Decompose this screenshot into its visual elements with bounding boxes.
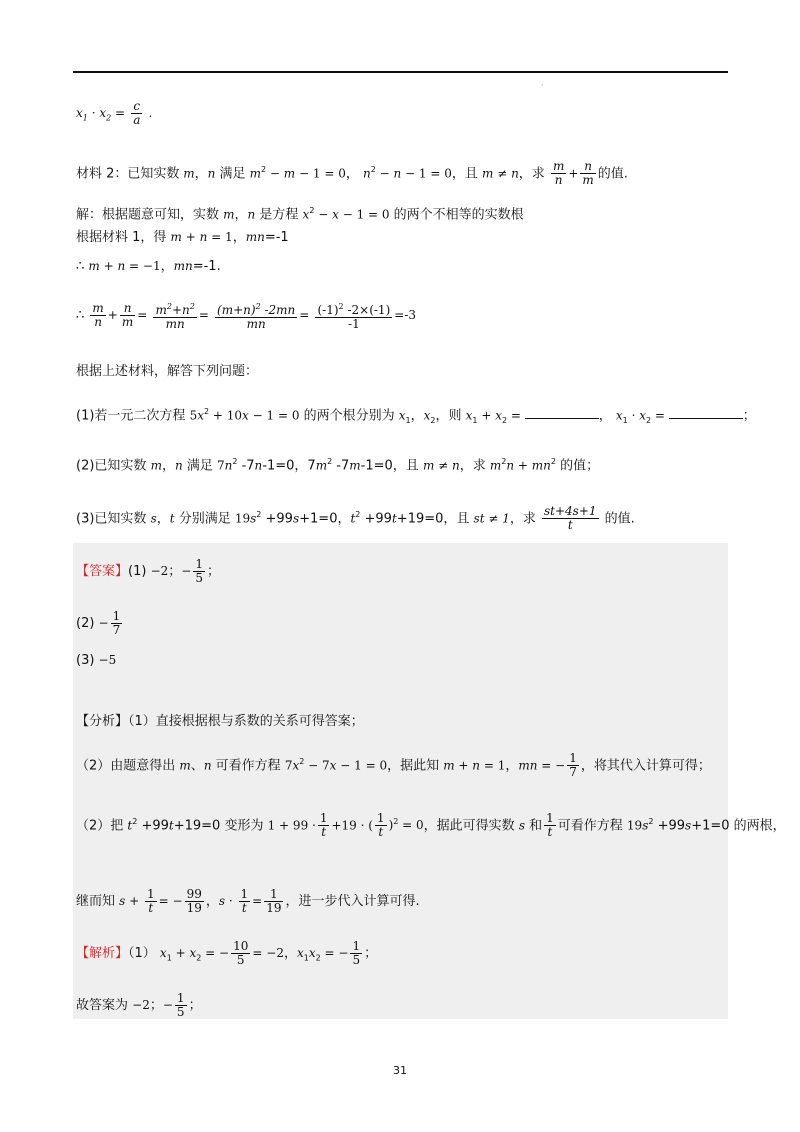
analysis-line-2: （2）由题意得出 m、n 可看作方程 $7x^2 - 7x - 1 = 0$，据此知 m + n = 1，mn = − $\frac{1}{7}$ ，将其代入计算可得； — [76, 751, 711, 780]
answer-blank-product[interactable] — [669, 406, 743, 419]
resolution-line-2: 故答案为 −2；− $\frac{1}{5}$ ； — [76, 991, 202, 1019]
header-mark: · — [541, 81, 544, 90]
analysis-line-1 — [76, 712, 364, 732]
resolution-line-1: 【解析】（1） $x_1 + x_2$ = − $\frac{10}{5}$ = −2，$x_1x_2$ = − $\frac{1}{5}$ ； — [76, 939, 378, 967]
answer-blank-sum[interactable] — [525, 406, 599, 419]
solution-line-1: 解：根据题意可知，实数 m，n 是方程 $x^2 - x - 1 = 0$ 的两个不相等的实数根 — [76, 206, 524, 223]
answer-2: (2) − $\frac{1}{7}$ — [76, 609, 121, 637]
intro-text: 根据上述材料，解答下列问题： — [76, 364, 259, 379]
analysis-line-4: 继而知 s + $\frac{1}{t}$ = − $\frac{99}{19}$ ，s · $\frac{1}{t}$ = $\frac{1}{19}$ ，进一步代入计算可得. — [76, 887, 420, 915]
answer-3: (3) −5 — [76, 653, 117, 668]
analysis-text-1: （1）直接根据根与系数的关系可得答案； — [128, 714, 364, 729]
answer-1: 【答案】(1) −2；− $\frac{1}{5}$ ； — [76, 557, 220, 585]
answer-tag: 【答案】 — [76, 564, 129, 579]
resolution-tag: 【解析】 — [76, 946, 129, 961]
question-2: (2)已知实数 m，n 满足 $7n^2$ -7n-1=0，$7m^2$ -7m-1=0，且 m ≠ n，求 $m^2n + mn^2$ 的值； — [76, 457, 600, 474]
solution-line-4: ∴ $\frac{m}{n}$ + $\frac{n}{m}$ = $\frac{m^2+n^2}{mn}$ = $\frac{(m+n)^2 -2mn}{mn}$ = $\frac{(-1)^2 -2\times(-1)}{-1}$ =-3 — [76, 301, 417, 331]
solution-line-2: 根据材料 1，得 m + n = 1，mn=-1 — [76, 230, 289, 245]
question-3: (3)已知实数 s，t 分别满足 $19s^2 +99s+1=0$，$t^2 +99t+19=0$，且 st ≠ 1，求 $\frac{st+4s+1}{t}$ 的值. — [76, 504, 635, 533]
analysis-line-3: （2）把 $t^2 +99t+19=0$ 变形为 1 + 99 · $\frac{1}{t}$ +19 · ( $\frac{1}{t}$ )$^2$ = 0，据此可得实数 s 和 $\frac{1}{t}$ 可看作方程 $19s^2 +99s+1=0$ 的两根， — [76, 811, 786, 840]
solution-line-3: ∴ m + n = −1，mn=-1. — [76, 259, 221, 274]
material-2-line: 材料 2：已知实数 m，n 满足 $m^2 - m - 1 = 0$， $n^2 - n - 1 = 0$，且 m ≠ n，求 $\frac{m}{n}$ + $\frac{n}{m}$ 的值. — [76, 159, 628, 188]
question-1: (1)若一元二次方程 $5x^2 + 10x - 1 = 0$ 的两个根分别为 $x_1$，$x_2$，则 $x_1 + x_2$ = ， $x_1 \cdot x_2$ = ； — [76, 407, 756, 425]
analysis-tag: 【分析】 — [76, 714, 129, 729]
top-formula: $x_1 \cdot x_2$ = $\frac{c}{a}$ . — [76, 99, 153, 127]
header-rule — [73, 71, 728, 73]
page-number: 31 — [393, 1064, 407, 1077]
